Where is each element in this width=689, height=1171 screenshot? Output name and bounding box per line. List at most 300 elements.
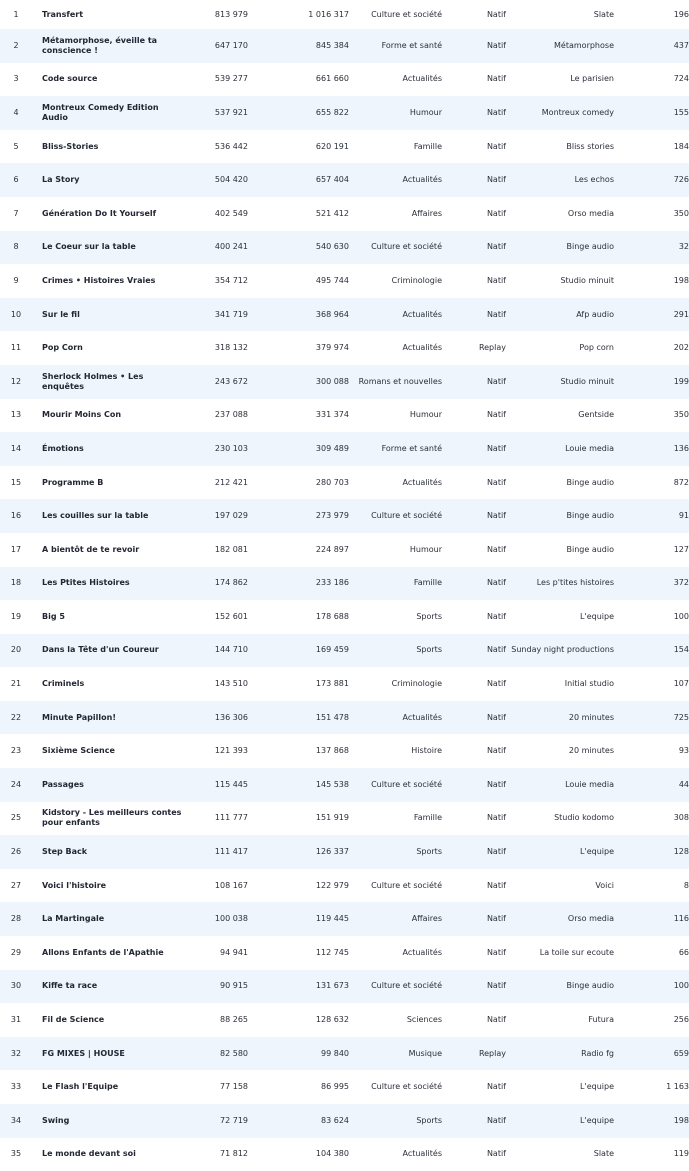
rank-cell: 12 [10,376,22,386]
publisher-cell: Les echos [574,175,614,185]
publisher-cell: Initial studio [564,679,614,689]
type-cell: Natif [486,544,506,554]
download-count-cell: 657 404 [315,175,349,185]
download-count-cell: 169 459 [315,645,349,655]
rank-cell: 31 [10,1015,22,1025]
category-cell: Actualités [402,477,442,487]
download-count-cell: 112 745 [315,947,349,957]
listen-count-cell: 100 038 [214,914,248,924]
publisher-cell: Orso media [567,208,614,218]
table-row [0,264,689,298]
podcast-title: La Martingale [42,914,105,924]
rank-cell: 13 [10,410,22,420]
category-cell: Sports [416,645,442,655]
listen-count-cell: 111 777 [214,813,248,823]
category-cell: Actualités [402,1149,442,1159]
type-cell: Natif [486,645,506,655]
download-count-cell: 119 445 [315,914,349,924]
rank-cell: 4 [13,107,19,117]
type-cell: Natif [486,947,506,957]
table-row [0,0,689,29]
type-cell: Natif [486,141,506,151]
rank-cell: 22 [10,712,22,722]
download-count-cell: 126 337 [315,847,349,857]
category-cell: Actualités [402,175,442,185]
type-cell: Natif [486,779,506,789]
category-cell: Romans et nouvelles [358,376,442,386]
category-cell: Actualités [402,343,442,353]
table-row [0,1037,689,1071]
download-count-cell: 273 979 [315,511,349,521]
publisher-cell: Radio fg [581,1048,614,1058]
rank-cell: 33 [10,1082,22,1092]
download-count-cell: 368 964 [315,309,349,319]
rank-cell: 7 [13,208,19,218]
episode-count-cell: 256 [673,1015,689,1025]
category-cell: Forme et santé [381,40,442,50]
listen-count-cell: 212 421 [214,477,248,487]
type-cell: Replay [478,343,506,353]
publisher-cell: Voici [595,880,614,890]
episode-count-cell: 659 [673,1048,689,1058]
table-row [0,802,689,836]
rank-cell: 18 [10,578,22,588]
category-cell: Famille [413,578,442,588]
publisher-cell: Binge audio [566,511,614,521]
download-count-cell: 620 191 [315,141,349,151]
category-cell: Humour [409,410,442,420]
category-cell: Criminologie [391,275,442,285]
podcast-title: Voici l'histoire [42,880,107,890]
type-cell: Natif [486,1082,506,1092]
episode-count-cell: 155 [673,107,689,117]
publisher-cell: Les p'tites histoires [536,578,614,588]
table-row [0,399,689,433]
episode-count-cell: 93 [678,746,689,756]
episode-count-cell: 44 [678,779,689,789]
rank-cell: 1 [13,9,19,19]
listen-count-cell: 237 088 [214,410,248,420]
download-count-cell: 128 632 [315,1015,349,1025]
table-row [0,634,689,668]
table-row [0,331,689,365]
episode-count-cell: 8 [683,880,689,890]
episode-count-cell: 119 [673,1149,689,1159]
publisher-cell: Studio kodomo [554,813,614,823]
category-cell: Actualités [402,947,442,957]
category-cell: Humour [409,544,442,554]
podcast-title: Montreux Comedy Edition Audio [42,102,159,122]
table-row [0,533,689,567]
episode-count-cell: 350 [673,208,689,218]
category-cell: Humour [409,107,442,117]
category-cell: Sports [416,611,442,621]
listen-count-cell: 813 979 [214,9,248,19]
episode-count-cell: 308 [673,813,689,823]
podcast-title: Le Flash l'Equipe [42,1082,119,1092]
podcast-title: Génération Do It Yourself [42,208,157,218]
download-count-cell: 99 840 [321,1048,349,1058]
type-cell: Natif [486,1149,506,1159]
table-row [0,432,689,466]
podcast-title: Swing [42,1115,70,1125]
publisher-cell: Studio minuit [560,376,614,386]
listen-count-cell: 115 445 [214,779,248,789]
category-cell: Actualités [402,74,442,84]
rank-cell: 34 [10,1115,22,1125]
podcast-title: Minute Papillon! [42,712,116,722]
listen-count-cell: 504 420 [214,175,248,185]
download-count-cell: 309 489 [315,443,349,453]
publisher-cell: Louie media [565,779,614,789]
publisher-cell: Binge audio [566,981,614,991]
episode-count-cell: 202 [673,343,689,353]
podcast-title: Émotions [42,443,84,453]
type-cell: Natif [486,880,506,890]
listen-count-cell: 72 719 [220,1115,248,1125]
publisher-cell: L'equipe [580,1115,614,1125]
table-row [0,1104,689,1138]
episode-count-cell: 198 [673,275,689,285]
type-cell: Natif [486,175,506,185]
publisher-cell: Gentside [578,410,614,420]
publisher-cell: L'equipe [580,1082,614,1092]
listen-count-cell: 71 812 [220,1149,248,1159]
publisher-cell: Studio minuit [560,275,614,285]
type-cell: Natif [486,443,506,453]
table-row [0,466,689,500]
category-cell: Actualités [402,712,442,722]
rank-cell: 8 [13,242,19,252]
podcast-title: Pop Corn [42,343,83,353]
podcast-title: Sherlock Holmes • Les enquêtes [42,371,144,391]
podcast-title: Passages [42,779,84,789]
download-count-cell: 151 478 [315,712,349,722]
podcast-title: Allons Enfants de l'Apathie [42,947,164,957]
type-cell: Natif [486,74,506,84]
publisher-cell: Binge audio [566,242,614,252]
rank-cell: 19 [10,611,22,621]
publisher-cell: Slate [593,9,614,19]
publisher-cell: Sunday night productions [511,645,614,655]
table-row [0,600,689,634]
listen-count-cell: 182 081 [214,544,248,554]
episode-count-cell: 872 [673,477,689,487]
publisher-cell: 20 minutes [568,746,614,756]
listen-count-cell: 537 921 [214,107,248,117]
listen-count-cell: 121 393 [214,746,248,756]
type-cell: Natif [486,813,506,823]
type-cell: Natif [486,275,506,285]
type-cell: Natif [486,477,506,487]
category-cell: Famille [413,813,442,823]
rank-cell: 14 [10,443,22,453]
publisher-cell: La toile sur ecoute [539,947,614,957]
episode-count-cell: 372 [673,578,689,588]
download-count-cell: 379 974 [315,343,349,353]
listen-count-cell: 536 442 [214,141,248,151]
episode-count-cell: 291 [673,309,689,319]
episode-count-cell: 196 [673,9,689,19]
rank-cell: 25 [10,813,22,823]
podcast-title: Kiffe ta race [42,981,98,991]
category-cell: Histoire [411,746,442,756]
download-count-cell: 661 660 [315,74,349,84]
listen-count-cell: 230 103 [214,443,248,453]
download-count-cell: 173 881 [315,679,349,689]
listen-count-cell: 136 306 [214,712,248,722]
download-count-cell: 845 384 [315,40,349,50]
podcast-title: Les Ptites Histoires [42,578,130,588]
podcast-title: Programme B [42,477,104,487]
listen-count-cell: 354 712 [214,275,248,285]
rank-cell: 26 [10,847,22,857]
type-cell: Replay [478,1048,506,1058]
table-row [0,96,689,130]
episode-count-cell: 91 [678,511,689,521]
rank-cell: 9 [13,275,19,285]
category-cell: Affaires [411,208,442,218]
publisher-cell: Le parisien [570,74,614,84]
episode-count-cell: 724 [673,74,689,84]
listen-count-cell: 88 265 [220,1015,248,1025]
table-row [0,163,689,197]
podcast-title: Crimes • Histoires Vraies [42,275,156,285]
rank-cell: 2 [13,40,19,50]
category-cell: Forme et santé [381,443,442,453]
type-cell: Natif [486,1115,506,1125]
rank-cell: 17 [10,544,22,554]
listen-count-cell: 197 029 [214,511,248,521]
type-cell: Natif [486,712,506,722]
download-count-cell: 521 412 [315,208,349,218]
rank-cell: 35 [10,1149,22,1159]
publisher-cell: Métamorphose [554,40,614,50]
listen-count-cell: 174 862 [214,578,248,588]
podcast-title: Big 5 [42,611,65,621]
download-count-cell: 86 995 [321,1082,349,1092]
category-cell: Culture et société [371,9,442,19]
download-count-cell: 655 822 [315,107,349,117]
episode-count-cell: 100 [673,981,689,991]
table-row [0,567,689,601]
rank-cell: 5 [13,141,19,151]
rank-cell: 23 [10,746,22,756]
category-cell: Musique [408,1048,442,1058]
table-row [0,869,689,903]
type-cell: Natif [486,914,506,924]
listen-count-cell: 647 170 [214,40,248,50]
rank-cell: 20 [10,645,22,655]
table-row [0,970,689,1004]
category-cell: Sports [416,847,442,857]
table-row [0,1070,689,1104]
category-cell: Culture et société [371,1082,442,1092]
type-cell: Natif [486,9,506,19]
download-count-cell: 233 186 [315,578,349,588]
rank-cell: 27 [10,880,22,890]
download-count-cell: 145 538 [315,779,349,789]
table-row [0,130,689,164]
table-row [0,197,689,231]
type-cell: Natif [486,208,506,218]
podcast-title: Dans la Tête d'un Coureur [42,645,159,655]
type-cell: Natif [486,242,506,252]
episode-count-cell: 437 [673,40,689,50]
table-row [0,835,689,869]
rank-cell: 28 [10,914,22,924]
rank-cell: 29 [10,947,22,957]
podcast-title: Métamorphose, éveille ta conscience ! [42,35,158,55]
rank-cell: 24 [10,779,22,789]
episode-count-cell: 127 [673,544,689,554]
episode-count-cell: 107 [673,679,689,689]
rank-cell: 6 [13,175,19,185]
publisher-cell: 20 minutes [568,712,614,722]
listen-count-cell: 94 941 [220,947,248,957]
listen-count-cell: 82 580 [220,1048,248,1058]
table-row [0,365,689,399]
podcast-title: Le monde devant soi [42,1149,136,1159]
episode-count-cell: 66 [678,947,689,957]
podcast-title: FG MIXES | HOUSE [42,1048,125,1058]
download-count-cell: 122 979 [315,880,349,890]
podcast-title: Fil de Science [42,1015,105,1025]
podcast-title: Criminels [42,679,85,689]
episode-count-cell: 199 [673,376,689,386]
download-count-cell: 331 374 [315,410,349,420]
listen-count-cell: 341 719 [214,309,248,319]
type-cell: Natif [486,847,506,857]
type-cell: Natif [486,410,506,420]
episode-count-cell: 198 [673,1115,689,1125]
table-row [0,667,689,701]
podcast-title: Code source [42,74,98,84]
publisher-cell: Slate [593,1149,614,1159]
download-count-cell: 495 744 [315,275,349,285]
rank-cell: 11 [10,343,22,353]
listen-count-cell: 539 277 [214,74,248,84]
episode-count-cell: 100 [673,611,689,621]
table-row [0,701,689,735]
type-cell: Natif [486,309,506,319]
table-row [0,1138,689,1171]
download-count-cell: 131 673 [315,981,349,991]
download-count-cell: 151 919 [315,813,349,823]
type-cell: Natif [486,578,506,588]
episode-count-cell: 350 [673,410,689,420]
type-cell: Natif [486,1015,506,1025]
category-cell: Famille [413,141,442,151]
podcast-title: Step Back [42,847,88,857]
podcast-title: Sixième Science [42,746,115,756]
rank-cell: 16 [10,511,22,521]
table-row [0,499,689,533]
listen-count-cell: 402 549 [214,208,248,218]
listen-count-cell: 143 510 [214,679,248,689]
publisher-cell: Binge audio [566,477,614,487]
publisher-cell: L'equipe [580,611,614,621]
listen-count-cell: 90 915 [220,981,248,991]
publisher-cell: Orso media [567,914,614,924]
episode-count-cell: 184 [673,141,689,151]
listen-count-cell: 318 132 [214,343,248,353]
category-cell: Sports [416,1115,442,1125]
table-row [0,734,689,768]
podcast-title: Mourir Moins Con [42,410,122,420]
type-cell: Natif [486,511,506,521]
episode-count-cell: 726 [673,175,689,185]
episode-count-cell: 1 163 [666,1082,689,1092]
rank-cell: 10 [10,309,22,319]
listen-count-cell: 108 167 [214,880,248,890]
download-count-cell: 280 703 [315,477,349,487]
publisher-cell: Louie media [565,443,614,453]
publisher-cell: Binge audio [566,544,614,554]
episode-count-cell: 725 [673,712,689,722]
rank-cell: 3 [13,74,19,84]
table-row [0,768,689,802]
type-cell: Natif [486,40,506,50]
publisher-cell: Pop corn [579,343,614,353]
listen-count-cell: 111 417 [214,847,248,857]
podcast-title: Transfert [42,9,84,19]
download-count-cell: 1 016 317 [308,9,349,19]
podcast-title: Le Coeur sur la table [42,242,136,252]
publisher-cell: Montreux comedy [541,107,614,117]
download-count-cell: 300 088 [315,376,349,386]
podcast-title: Sur le fil [42,309,80,319]
rank-cell: 21 [10,679,22,689]
table-row [0,936,689,970]
publisher-cell: Afp audio [576,309,614,319]
type-cell: Natif [486,611,506,621]
listen-count-cell: 152 601 [214,611,248,621]
rank-cell: 30 [10,981,22,991]
table-row [0,298,689,332]
category-cell: Criminologie [391,679,442,689]
category-cell: Culture et société [371,511,442,521]
type-cell: Natif [486,746,506,756]
rank-cell: 15 [10,477,22,487]
episode-count-cell: 154 [673,645,689,655]
episode-count-cell: 136 [673,443,689,453]
publisher-cell: Futura [588,1015,614,1025]
type-cell: Natif [486,981,506,991]
category-cell: Sciences [406,1015,442,1025]
podcast-title: La Story [42,175,80,185]
listen-count-cell: 77 158 [220,1082,248,1092]
type-cell: Natif [486,679,506,689]
type-cell: Natif [486,376,506,386]
type-cell: Natif [486,107,506,117]
publisher-cell: L'equipe [580,847,614,857]
listen-count-cell: 144 710 [214,645,248,655]
episode-count-cell: 32 [678,242,689,252]
episode-count-cell: 116 [673,914,689,924]
table-row [0,63,689,97]
category-cell: Culture et société [371,779,442,789]
category-cell: Culture et société [371,242,442,252]
podcast-title: Bliss-Stories [42,141,99,151]
download-count-cell: 540 630 [315,242,349,252]
download-count-cell: 178 688 [315,611,349,621]
podcast-title: A bientôt de te revoir [42,544,140,554]
download-count-cell: 224 897 [315,544,349,554]
download-count-cell: 137 868 [315,746,349,756]
listen-count-cell: 400 241 [214,242,248,252]
table-row [0,29,689,63]
